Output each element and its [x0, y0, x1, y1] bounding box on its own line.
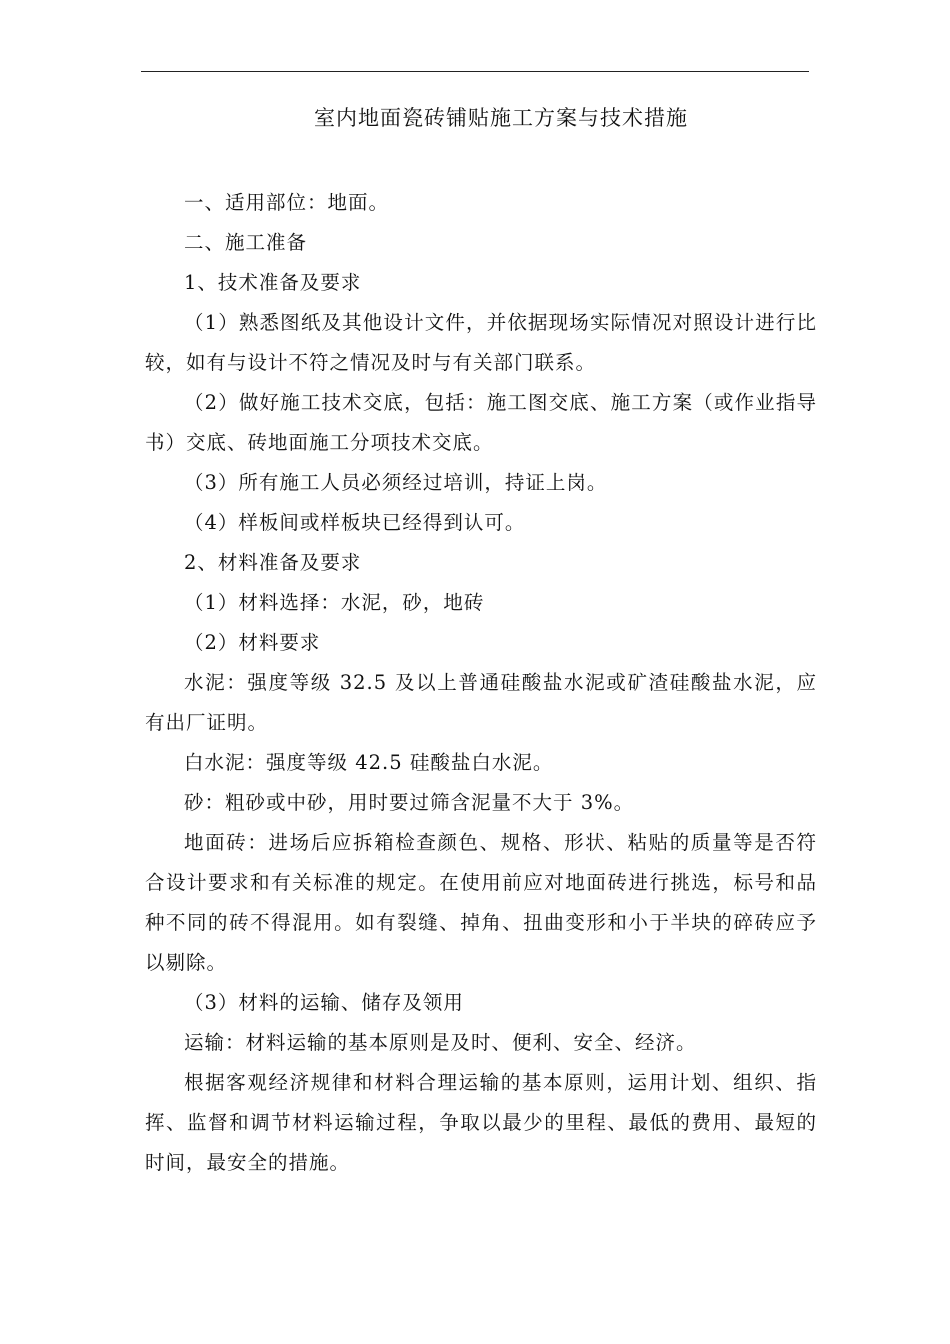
paragraph-training: （3）所有施工人员必须经过培训，持证上岗。 — [184, 471, 608, 494]
paragraph-sample: （4）样板间或样板块已经得到认可。 — [184, 511, 526, 534]
paragraph-white-cement: 白水泥：强度等级 42.5 硅酸盐白水泥。 — [184, 751, 554, 774]
paragraph-floor-tile: 地面砖：进场后应拆箱检查颜色、规格、形状、粘贴的质量等是否符合设计要求和有关标准的规定。在使用前应对地面砖进行挑选，标号和品种不同的砖不得混用。如有裂缝、掉角、扭曲变形和小于半块的碎砖应予以剔除。 — [145, 831, 817, 974]
paragraph-transport-heading: （3）材料的运输、储存及领用 — [184, 991, 464, 1014]
subsection-technical-prep: 1、技术准备及要求 — [184, 271, 362, 294]
header-rule — [141, 71, 809, 72]
subsection-material-prep: 2、材料准备及要求 — [184, 551, 362, 574]
document-body — [145, 183, 817, 1183]
paragraph-material-selection: （1）材料选择：水泥，砂，地砖 — [184, 591, 485, 614]
paragraph-material-requirements: （2）材料要求 — [184, 631, 321, 654]
paragraph-disclosure: （2）做好施工技术交底，包括：施工图交底、施工方案（或作业指导书）交底、砖地面施工分项技术交底。 — [145, 391, 817, 454]
paragraph-cement: 水泥：强度等级 32.5 及以上普通硅酸盐水泥或矿渣硅酸盐水泥，应有出厂证明。 — [145, 671, 817, 734]
document-title: 室内地面瓷砖铺贴施工方案与技术措施 — [314, 106, 688, 130]
paragraph-transport-principle: 根据客观经济规律和材料合理运输的基本原则，运用计划、组织、指挥、监督和调节材料运输过程，争取以最少的里程、最低的费用、最短的时间，最安全的措施。 — [145, 1071, 817, 1174]
section-scope: 一、适用部位：地面。 — [184, 191, 390, 214]
paragraph-sand: 砂：粗砂或中砂，用时要过筛含泥量不大于 3%。 — [184, 791, 635, 814]
section-preparation-heading: 二、施工准备 — [184, 231, 308, 254]
paragraph-transport: 运输：材料运输的基本原则是及时、便利、安全、经济。 — [184, 1031, 697, 1054]
paragraph-drawings: （1）熟悉图纸及其他设计文件，并依据现场实际情况对照设计进行比较，如有与设计不符之情况及时与有关部门联系。 — [145, 311, 817, 374]
